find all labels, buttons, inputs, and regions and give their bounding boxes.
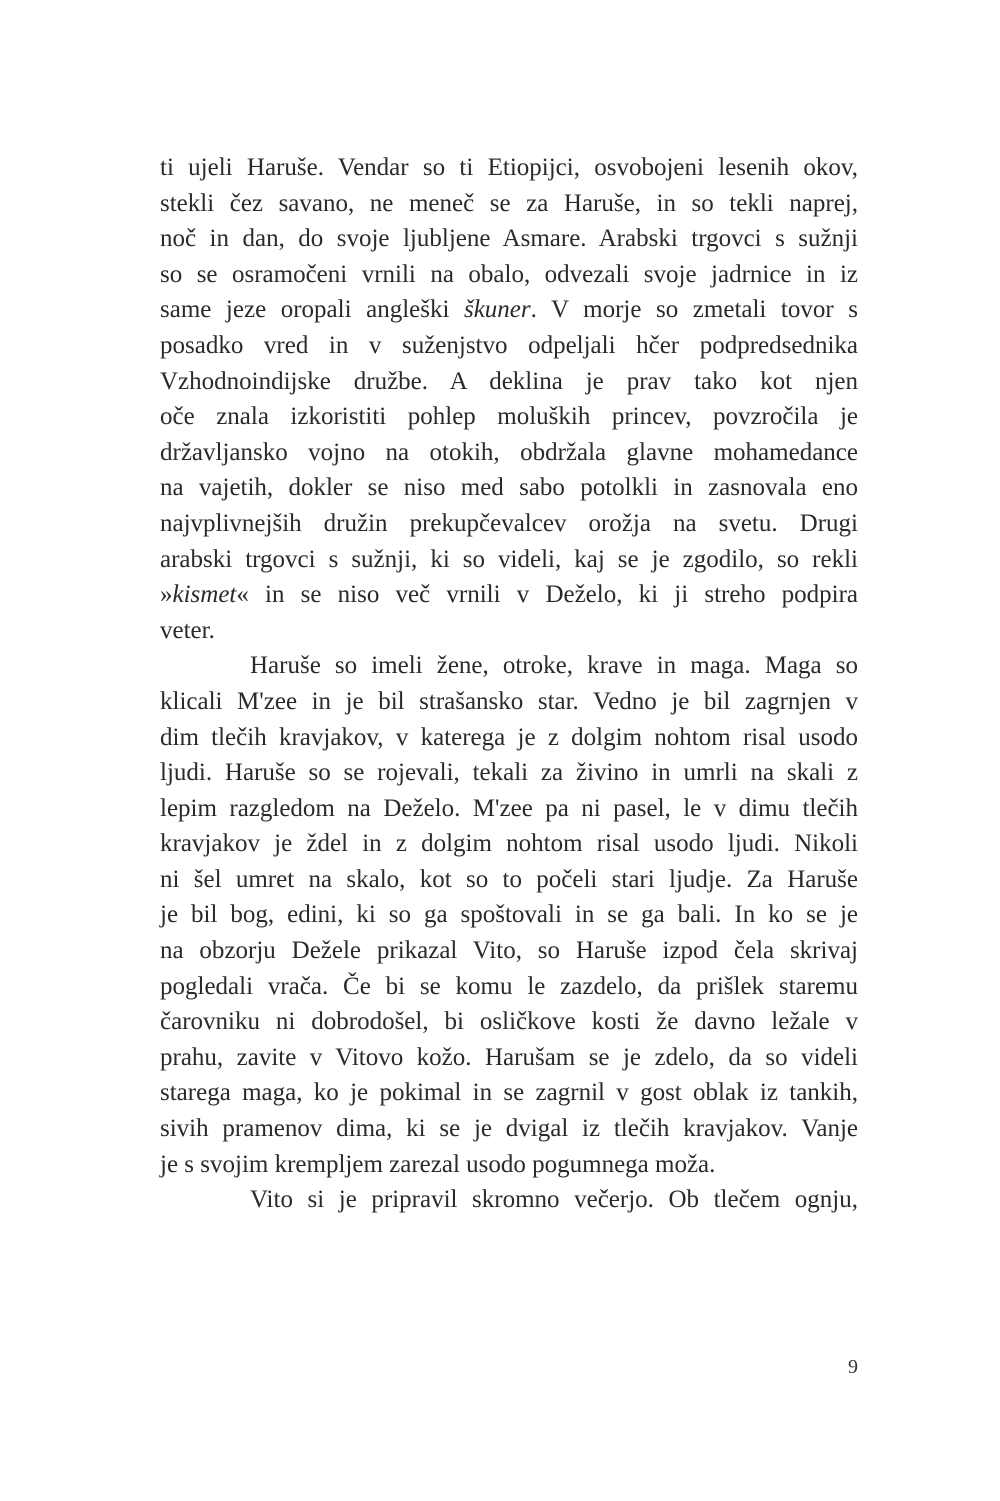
page-number: 9 — [848, 1356, 858, 1378]
text-segment: « in se niso več vrnili v Deželo, ki ji streho podpira — [236, 581, 858, 609]
text-segment: Vito si je pripravil skromno večerjo. Ob tlečem ognju, — [250, 1186, 858, 1214]
text-segment: je bil bog, edini, ki so ga spoštovali in se ga bali. In ko se je — [160, 901, 858, 929]
text-segment: Haruše so imeli žene, otroke, krave in maga. Maga so — [250, 652, 858, 680]
text-segment: » — [160, 581, 173, 609]
text-line — [160, 826, 858, 862]
text-segment: ljudi. Haruše so se rojevali, tekali za živino in umrli na skali z — [160, 759, 858, 787]
text-line — [160, 542, 858, 578]
text-segment: same jeze oropali angleški — [160, 296, 464, 324]
text-segment: posadko vred in v suženjstvo odpeljali hčer podpredsednika — [160, 331, 858, 359]
text-line — [160, 257, 858, 293]
text-line — [160, 684, 858, 720]
text-line — [160, 755, 858, 791]
text-segment: državljansko vojno na otokih, obdržala glavne mohamedance — [160, 438, 858, 466]
text-line — [160, 328, 858, 364]
body-text — [160, 150, 858, 1218]
text-line — [160, 1147, 858, 1183]
text-segment: je s svojim krempljem zarezal usodo pogumnega moža. — [160, 1150, 716, 1178]
text-line — [160, 506, 858, 542]
text-segment: so se osramočeni vrnili na obalo, odvezali svoje jadrnice in iz — [160, 260, 858, 288]
text-line — [160, 969, 858, 1005]
text-line — [160, 399, 858, 435]
text-line — [160, 150, 858, 186]
text-segment: kravjakov je ždel in z dolgim nohtom risal usodo ljudi. Nikoli — [160, 830, 858, 858]
text-line — [160, 292, 858, 328]
text-segment: čarovniku ni dobrodošel, bi osličkove kosti že davno ležale v — [160, 1008, 858, 1036]
text-line — [160, 791, 858, 827]
text-line — [160, 1075, 858, 1111]
italic-text: kismet — [172, 581, 237, 609]
italic-text: škuner — [463, 296, 531, 324]
text-segment: klicali M'zee in je bil strašansko star. Vedno je bil zagrnjen v — [160, 687, 858, 715]
text-line — [160, 1182, 858, 1218]
text-line — [160, 720, 858, 756]
text-line — [160, 613, 858, 649]
text-segment: starega maga, ko je pokimal in se zagrnil v gost oblak iz tankih, — [160, 1079, 858, 1107]
text-line — [160, 862, 858, 898]
text-segment: najvplivnejših družin prekupčevalcev orožja na svetu. Drugi — [160, 509, 858, 537]
text-line — [160, 648, 858, 684]
text-line — [160, 933, 858, 969]
text-line — [160, 470, 858, 506]
text-segment: ni šel umret na skalo, kot so to počeli stari ljudje. Za Haruše — [160, 865, 858, 893]
text-segment: veter. — [160, 616, 215, 644]
text-segment: dim tlečih kravjakov, v katerega je z dolgim nohtom risal usodo — [160, 723, 858, 751]
text-segment: na obzorju Dežele prikazal Vito, so Haruše izpod čela skrivaj — [160, 937, 858, 965]
text-segment: na vajetih, dokler se niso med sabo potolkli in zasnovala eno — [160, 474, 858, 502]
text-line — [160, 1040, 858, 1076]
text-segment: ti ujeli Haruše. Vendar so ti Etiopijci, osvobojeni lesenih okov, — [160, 154, 858, 181]
text-line — [160, 221, 858, 257]
text-segment: stekli čez savano, ne meneč se za Haruše, in so tekli naprej, — [160, 189, 858, 217]
text-segment: prahu, zavite v Vitovo kožo. Harušam se je zdelo, da so videli — [160, 1043, 858, 1071]
text-line — [160, 897, 858, 933]
text-segment: Vzhodnoindijske družbe. A deklina je prav tako kot njen — [160, 367, 858, 395]
text-segment: lepim razgledom na Deželo. M'zee pa ni pasel, le v dimu tlečih — [160, 794, 858, 822]
text-line — [160, 577, 858, 613]
text-segment: sivih pramenov dima, ki se je dvigal iz tlečih kravjakov. Vanje — [160, 1115, 858, 1143]
text-segment: oče znala izkoristiti pohlep moluških princev, povzročila je — [160, 403, 858, 431]
text-line — [160, 364, 858, 400]
text-line — [160, 186, 858, 222]
text-segment: . V morje so zmetali tovor s — [530, 296, 858, 324]
text-segment: noč in dan, do svoje ljubljene Asmare. Arabski trgovci s sužnji — [160, 225, 858, 253]
text-segment: arabski trgovci s sužnji, ki so videli, kaj se je zgodilo, so rekli — [160, 545, 858, 573]
text-line — [160, 1004, 858, 1040]
text-line — [160, 435, 858, 471]
text-line — [160, 1111, 858, 1147]
text-segment: pogledali vrača. Če bi se komu le zazdelo, da prišlek staremu — [160, 972, 858, 1000]
